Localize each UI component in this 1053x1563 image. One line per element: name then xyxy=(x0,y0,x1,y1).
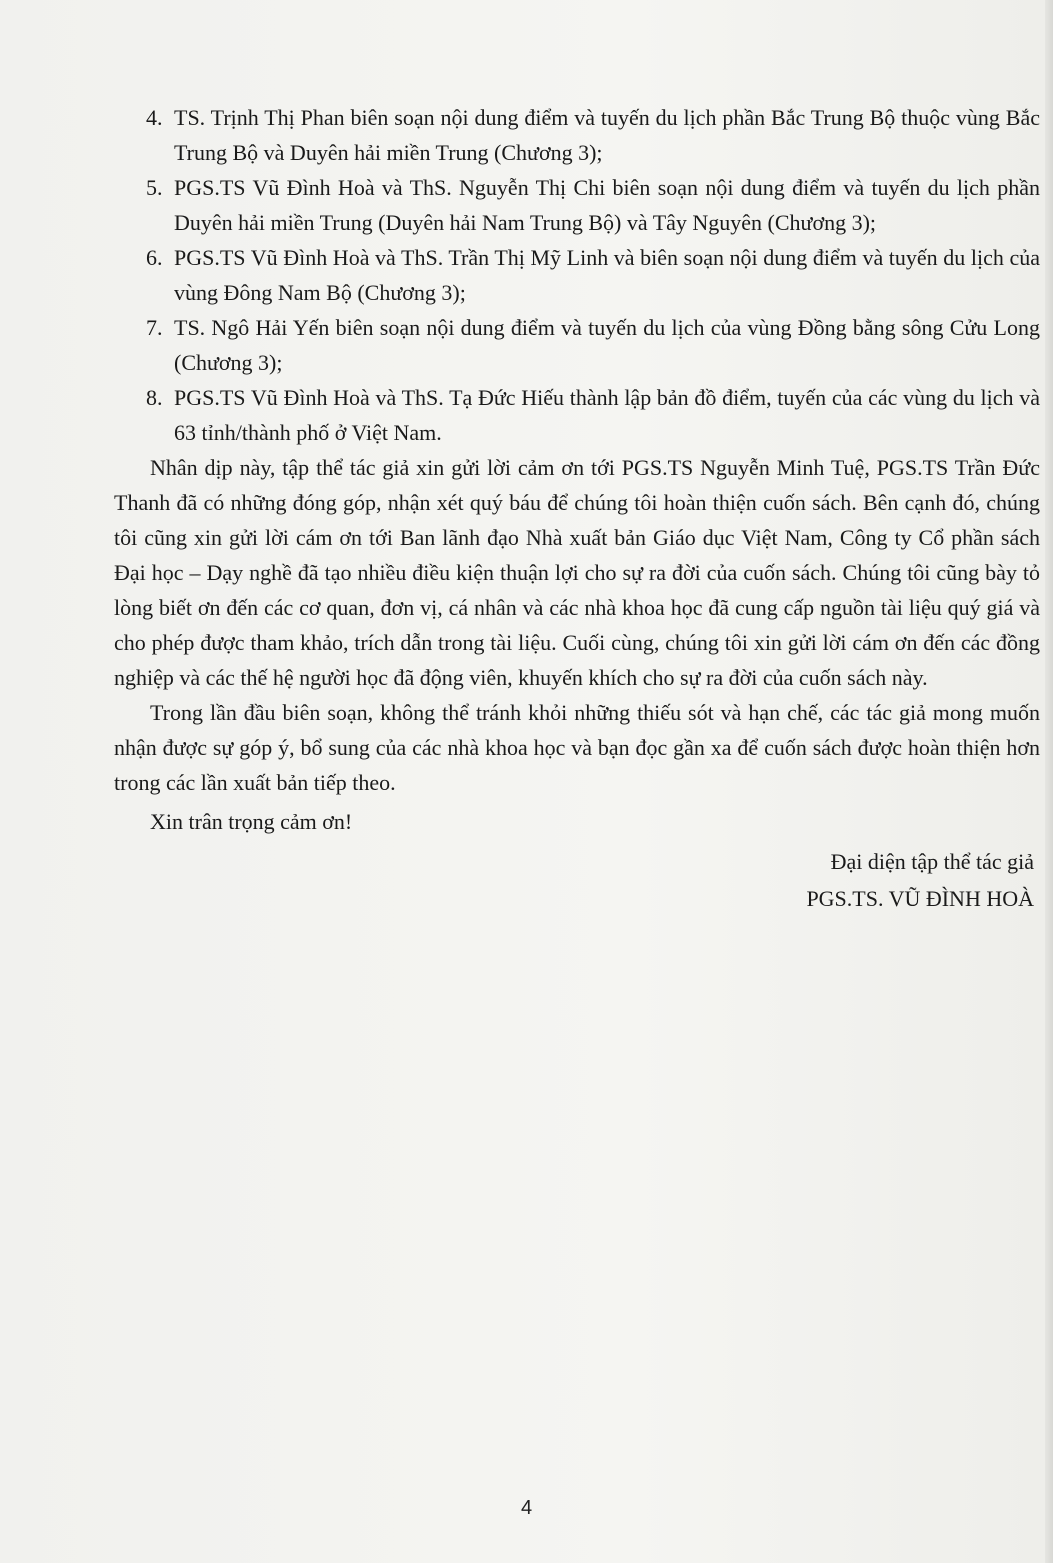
list-item xyxy=(114,240,1040,310)
page-edge xyxy=(1045,0,1053,1563)
list-item-number: 7. xyxy=(146,315,163,340)
signature-block xyxy=(114,843,1040,917)
acknowledgement-paragraph: Nhân dịp này, tập thể tác giả xin gửi lời cảm ơn tới PGS.TS Nguyễn Minh Tuệ, PGS.TS Trần Đức Thanh đã có những đóng góp, nhận xét quý báu để chúng tôi hoàn thiện cuốn sách. Bên cạnh đó, chúng tôi cũng xin gửi lời cám ơn tới Ban lãnh đạo Nhà xuất bản Giáo dục Việt Nam, Công ty Cổ phần sách Đại học – Dạy nghề đã tạo nhiều điều kiện thuận lợi cho sự ra đời của cuốn sách. Chúng tôi cũng bày tỏ lòng biết ơn đến các cơ quan, đơn vị, cá nhân và các nhà khoa học đã cung cấp nguồn tài liệu quý giá và cho phép được tham khảo, trích dẫn trong tài liệu. Cuối cùng, chúng tôi xin gửi lời cám ơn đến các đồng nghiệp và các thế hệ người học đã động viên, khuyến khích cho sự ra đời của cuốn sách này. xyxy=(114,455,1040,690)
list-item xyxy=(114,170,1040,240)
first-edition-paragraph: Trong lần đầu biên soạn, không thể tránh khỏi những thiếu sót và hạn chế, các tác giả mong muốn nhận được sự góp ý, bổ sung của các nhà khoa học và bạn đọc gần xa để cuốn sách được hoàn thiện hơn trong các lần xuất bản tiếp theo. xyxy=(114,700,1040,795)
contributor-list xyxy=(114,100,1040,450)
signature-title: Đại diện tập thể tác giả xyxy=(830,849,1034,874)
list-item-text: PGS.TS Vũ Đình Hoà và ThS. Tạ Đức Hiếu thành lập bản đồ điểm, tuyến của các vùng du lịch và 63 tỉnh/thành phố ở Việt Nam. xyxy=(174,385,1040,445)
thanks-line: Xin trân trọng cảm ơn! xyxy=(150,809,353,834)
list-item-number: 8. xyxy=(146,385,163,410)
page-content xyxy=(114,100,1040,917)
list-item xyxy=(114,380,1040,450)
list-item-text: TS. Ngô Hải Yến biên soạn nội dung điểm và tuyến du lịch của vùng Đồng bằng sông Cửu Long (Chương 3); xyxy=(174,315,1040,375)
page-number: 4 xyxy=(520,1497,533,1519)
list-item-text: PGS.TS Vũ Đình Hoà và ThS. Trần Thị Mỹ Linh và biên soạn nội dung điểm và tuyến du lịch của vùng Đông Nam Bộ (Chương 3); xyxy=(174,245,1040,305)
list-item xyxy=(114,310,1040,380)
list-item-text: PGS.TS Vũ Đình Hoà và ThS. Nguyễn Thị Chi biên soạn nội dung điểm và tuyến du lịch phần Duyên hải miền Trung (Duyên hải Nam Trung Bộ) và Tây Nguyên (Chương 3); xyxy=(174,175,1040,235)
signature-name: PGS.TS. VŨ ĐÌNH HOÀ xyxy=(806,886,1034,911)
list-item-number: 4. xyxy=(146,105,163,130)
list-item xyxy=(114,100,1040,170)
list-item-text: TS. Trịnh Thị Phan biên soạn nội dung điểm và tuyến du lịch phần Bắc Trung Bộ thuộc vùng Bắc Trung Bộ và Duyên hải miền Trung (Chương 3); xyxy=(174,105,1040,165)
list-item-number: 6. xyxy=(146,245,163,270)
list-item-number: 5. xyxy=(146,175,163,200)
